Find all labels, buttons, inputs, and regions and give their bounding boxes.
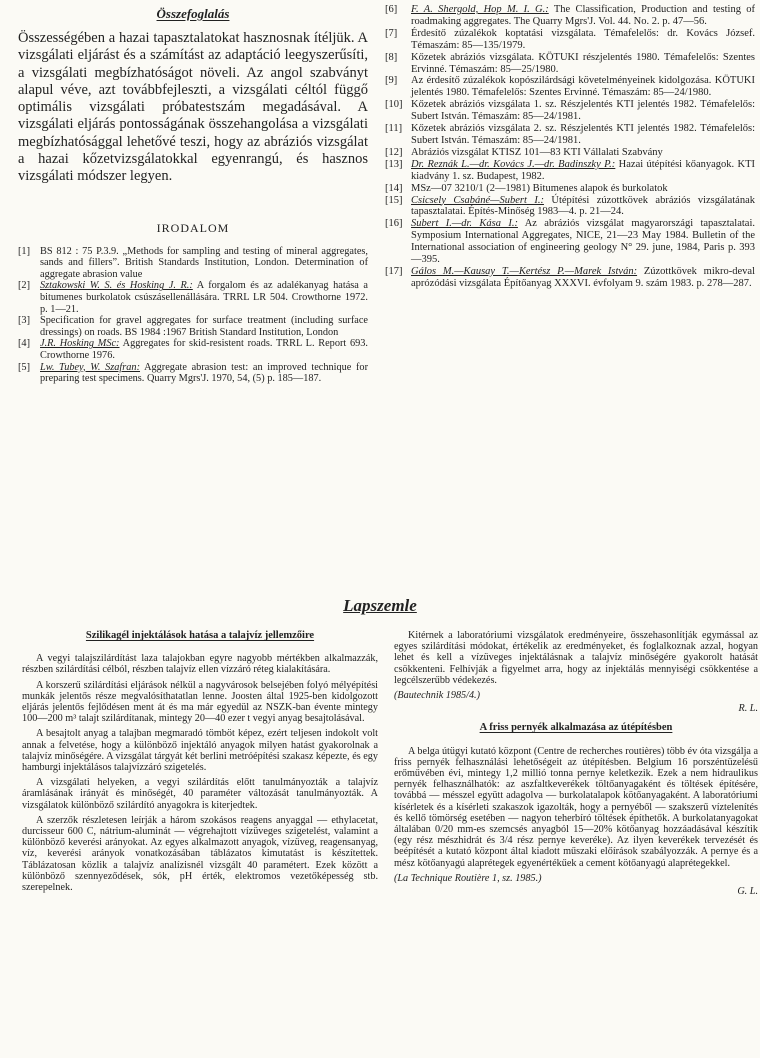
reference-number: [8] bbox=[385, 51, 398, 63]
article-paragraph: A belga útügyi kutató központ (Centre de recherches routières) több év óta vizsgálja a friss pernyék felhasználási lehetőségeit az útépítésben. Belgium 16 porszéntüzelésű erőművében évi, mintegy 1,2 millió tonna pernye keletkezik. Ezek a nem hidraulikus pernyék felhasználhatók: az aszfaltkeverékek töltőanyagaként és töltések építésére, továbbá — mésszel együtt adagolva — burkolatalapok kötőanyagaként. A laboratóriumi kísérletek és a kísérleti szakaszok igazolták, hogy a pernyéből — szakszerű víztelenítés és kellő tömörség esetében — nagyon teherbíró töltések építhetők. A burkolatanyagokat általában 0/20 mm-es szemcsés anyagból 15—20% kötőanyag hozzáadásával készítik (egy rész mészhidrát és 3/4 rész pernye keveréke). Az ilyen keverékek tervezését és beépítését a kutató központ által kiadott műszaki előírások szabályozzák. A pernye és a mész kötőanyagú alaprétegek egyenértékűek a cement kötőanyagú alaprétegekkel. bbox=[394, 745, 758, 869]
article1-body bbox=[22, 653, 378, 893]
reference-author: Gálos M.—Kausay T.—Kertész P.—Marek István: bbox=[411, 265, 638, 277]
reference-text: Abráziós vizsgálat KTISZ 101—83 KTI Vállalati Szabvány bbox=[411, 146, 663, 158]
reference-item bbox=[385, 28, 755, 52]
article1-continued: Kitérnek a laboratóriumi vizsgálatok eredményeire, összehasonlítják egymással az egyes szilárdítási módokat, értékelik az eredményeket, és foglalkoznak azzal, hogyan lehet és kell a vízüveges injektálásnak a talajvíz minőségére gyakorolt hatását csökkenteni. Felhívják a figyelmet arra, hogy az injektálás mennyiségi csökkentése a legcélszerűbb védekezés. bbox=[394, 630, 758, 686]
reference-text: Sztakowski W. S. és Hosking J. R.: A forgalom és az adalékanyag hatása a bitumenes burkolatok csúszásellenállására. TRRL LR 504. Crowthorne 1972. p. 1—21. bbox=[40, 280, 368, 315]
article-paragraph: A besajtolt anyag a talajban megmaradó tömböt képez, ezért teljesen indokolt volt annak a felvetése, hogy a különböző injektáló anyagok milyen hatást gyakorolnak a talajvíz minőségére. A vizsgálat tárgyát két berlini metróépítési szakasz képezte, és egy hamburgi injektálásos talajvízzáró szigetelés. bbox=[22, 728, 378, 774]
right-column-top bbox=[385, 4, 755, 290]
reference-text: Az érdesítő zúzalékok kopószilárdsági követelményeinek kidolgozása. KÖTUKI jelentés 1980. Témafelelős: Szentes Ervinné. Témaszám: 85—24/1980. bbox=[411, 75, 755, 99]
reference-text: J.R. Hosking MSc: Aggregates for skid-resistent roads. TRRL L. Report 693. Crowthorne 1976. bbox=[40, 338, 368, 362]
references-list-left bbox=[18, 246, 368, 385]
review-section-title: Lapszemle bbox=[343, 596, 417, 615]
reference-number: [14] bbox=[385, 182, 403, 194]
article1-signature: R. L. bbox=[738, 703, 758, 715]
left-column-bottom bbox=[22, 630, 378, 897]
reference-text: Érdesítő zúzalékok koptatási vizsgálata. Témafelelős: dr. Kovács József. Témaszám: 85—135/1979. bbox=[411, 27, 755, 51]
reference-number: [2] bbox=[18, 280, 31, 292]
article-paragraph: A szerzők részletesen leírják a három szokásos reagens anyaggal — ethylacetat, durcisseur 600 C, nátrium-aluminát — végrehajtott vízüveges szigetelést, valamint a különböző keverési arányokat. Az egyes alkalmazott anyagok, vízüveg, reagensanyag, víz, keverési arányok vonatkozásában táblázatos kimutatást is készítettek. Táblázatosan közlik a talajvíz analízisnél vizsgált 40 paramétert. Ezek között a különböző szennyeződések, sók, pH érték, elektromos vezetőképesség stb. szerepelnek. bbox=[22, 814, 378, 894]
reference-author: Sztakowski W. S. és Hosking J. R.: bbox=[40, 280, 193, 292]
reference-text: Specification for gravel aggregates for surface treatment (including surface dressings) on roads. BS 1984 :1967 British Standard Institution, London bbox=[40, 315, 368, 338]
reference-item bbox=[18, 338, 368, 361]
reference-text: Subert I.—dr. Kása I.: Az abráziós vizsgálat magyarországi tapasztalatai. Symposium International Aggregates, NICE, 21—23 May 1984. Bulletin of the International association of engineering geology N° 29. june, 1984, Paris p. 393—395. bbox=[411, 218, 755, 266]
article2-title: A friss pernyék alkalmazása az útépítésben bbox=[479, 722, 673, 734]
article1-title: Szilikagél injektálások hatása a talajvíz jellemzőire bbox=[85, 630, 315, 641]
reference-text: Kőzetek abráziós vizsgálata. KÖTUKI részjelentés 1980. Témafelelős: Szentes Ervinné. Témaszám: 85—25/1980. bbox=[411, 51, 755, 75]
reference-text: Kőzetek abráziós vizsgálata 1. sz. Részjelentés KTI jelentés 1982. Témafelelős: Subert István. Témaszám: 85—24/1981. bbox=[411, 99, 755, 123]
left-column-top bbox=[18, 8, 368, 385]
reference-number: [17] bbox=[385, 265, 403, 277]
reference-author: F. A. Shergold, Hop M. I. G.: bbox=[411, 4, 549, 15]
reference-text: Kőzetek abráziós vizsgálata 2. sz. Részjelentés KTI jelentés 1982. Témafelelős: Subert István. Témaszám: 85—24/1981. bbox=[411, 123, 755, 146]
references-list-right bbox=[385, 4, 755, 290]
article2-source: (La Technique Routière 1, sz. 1985.) bbox=[394, 872, 542, 884]
reference-number: [15] bbox=[385, 194, 403, 206]
reference-item bbox=[385, 4, 755, 28]
reference-number: [3] bbox=[18, 315, 31, 327]
reference-item bbox=[385, 52, 755, 76]
reference-item bbox=[385, 195, 755, 219]
reference-number: [12] bbox=[385, 146, 403, 158]
reference-text: Lw. Tubey, W. Szafran: Aggregate abrasion test: an improved technique for preparing test specimens. Quarry Mgrs'J. 1970, 54, (5) p. 185—187. bbox=[40, 361, 368, 385]
article1-source: (Bautechnik 1985/4.) bbox=[394, 690, 481, 702]
reference-text: Csicsely Csabáné—Subert I.: Útépítési zúzottkövek abráziós vizsgálatának tapasztalatai. Építés-Minőség 1983—4. p. 21—24. bbox=[411, 194, 755, 218]
right-column-bottom bbox=[394, 630, 758, 905]
reference-author: Csicsely Csabáné—Subert I.: bbox=[411, 194, 544, 206]
reference-item bbox=[385, 159, 755, 183]
reference-number: [13] bbox=[385, 158, 403, 170]
article2-body bbox=[394, 746, 758, 869]
reference-number: [11] bbox=[385, 123, 403, 135]
reference-text: Dr. Reznák L.—dr. Kovács J.—dr. Badinszky P.: Hazai útépítési kőanyagok. KTI kiadvány 1. sz. Budapest, 1982. bbox=[411, 158, 756, 182]
reference-text: BS 812 : 75 P.3.9. „Methods for sampling and testing of mineral aggregates, sands and fillers”. British Standards Institution, London. Determination of aggregate abrasion value bbox=[40, 245, 368, 280]
reference-item bbox=[385, 266, 755, 290]
reference-text: Gálos M.—Kausay T.—Kertész P.—Marek István: Zúzottkövek mikro-deval aprózódási vizsgálata Építőanyag XXXVI. évfolyam 9. szám 1983. p. 278—287. bbox=[411, 265, 755, 289]
reference-item bbox=[385, 147, 755, 159]
reference-number: [7] bbox=[385, 27, 398, 39]
reference-number: [16] bbox=[385, 218, 403, 230]
reference-number: [10] bbox=[385, 99, 403, 111]
article-paragraph: A korszerű szilárdítási eljárások nélkül a nagyvárosok belsejében folyó mélyépítési munkák jelentős része megvalósíthatatlan lenne. Joosten által 1925-ben kidolgozott eljárás jelentős fejlődésen ment át és ma már egyedül az NSZK-ban évente mintegy 100—200 m³ talajt szilárdítanak, mintegy 20—40 ezer t vegyi anyag besajtolásával. bbox=[22, 679, 378, 725]
reference-author: Subert I.—dr. Kása I.: bbox=[411, 218, 518, 230]
reference-item bbox=[385, 75, 755, 99]
reference-author: J.R. Hosking MSc: bbox=[40, 338, 120, 350]
reference-author: Lw. Tubey, W. Szafran: bbox=[40, 361, 141, 373]
summary-text: Összességében a hazai tapasztalatokat hasznosnak ítéljük. A vizsgálati eljárást és a számítást az adaptáció leegyszerűsíti, a vizsgálati megbízhatóságot növeli. Az angol szabványt alapul véve, azt továbbfejleszti, a vizsgálati céltól függő optimális vizsgálati próbatestszám megadásával. A vizsgálati eljárás pontosságának összehangolása a vizsgálati megbízhatósággal lehetővé teszi, hogy az abráziós vizsgálat a hazai kőzetvizsgálatokkal egyenrangú, és hasznos vizsgálati módszer legyen. bbox=[18, 30, 368, 185]
reference-text: F. A. Shergold, Hop M. I. G.: The Classification, Production and testing of roadmaking aggregates. The Quarry Mgrs'J. Vol. 44. No. 2. p. 47—56. bbox=[411, 4, 755, 27]
references-title: IRODALOM bbox=[156, 220, 230, 235]
reference-number: [5] bbox=[18, 361, 31, 373]
reference-item bbox=[385, 183, 755, 195]
article-paragraph: A vizsgálati helyeken, a vegyi szilárdítás előtt tanulmányozták a talajvíz áramlásának irányát és minőségét, 40 paraméter változását tanulmányozták. A vizsgálatok különböző szilárdító anyagokra is kiterjedtek. bbox=[22, 777, 378, 811]
reference-item bbox=[385, 99, 755, 123]
reference-item bbox=[18, 315, 368, 338]
reference-number: [9] bbox=[385, 75, 398, 87]
reference-item bbox=[385, 218, 755, 266]
reference-number: [4] bbox=[18, 338, 31, 350]
reference-number: [6] bbox=[385, 4, 398, 15]
reference-item bbox=[18, 280, 368, 315]
reference-item bbox=[18, 362, 368, 385]
article2-signature: G. L. bbox=[737, 886, 758, 898]
article-paragraph: A vegyi talajszilárdítást laza talajokban egyre nagyobb mértékben alkalmazzák, részben szilárdítási célból, részben talajvíz ellen vízzáró réteg kialakítására. bbox=[22, 653, 378, 676]
reference-number: [1] bbox=[18, 245, 31, 257]
reference-item bbox=[385, 123, 755, 147]
reference-author: Dr. Reznák L.—dr. Kovács J.—dr. Badinszky P.: bbox=[411, 158, 616, 170]
reference-item bbox=[18, 246, 368, 281]
summary-title: Összefoglalás bbox=[156, 6, 230, 21]
reference-text: MSz—07 3210/1 (2—1981) Bitumenes alapok és burkolatok bbox=[411, 182, 668, 194]
